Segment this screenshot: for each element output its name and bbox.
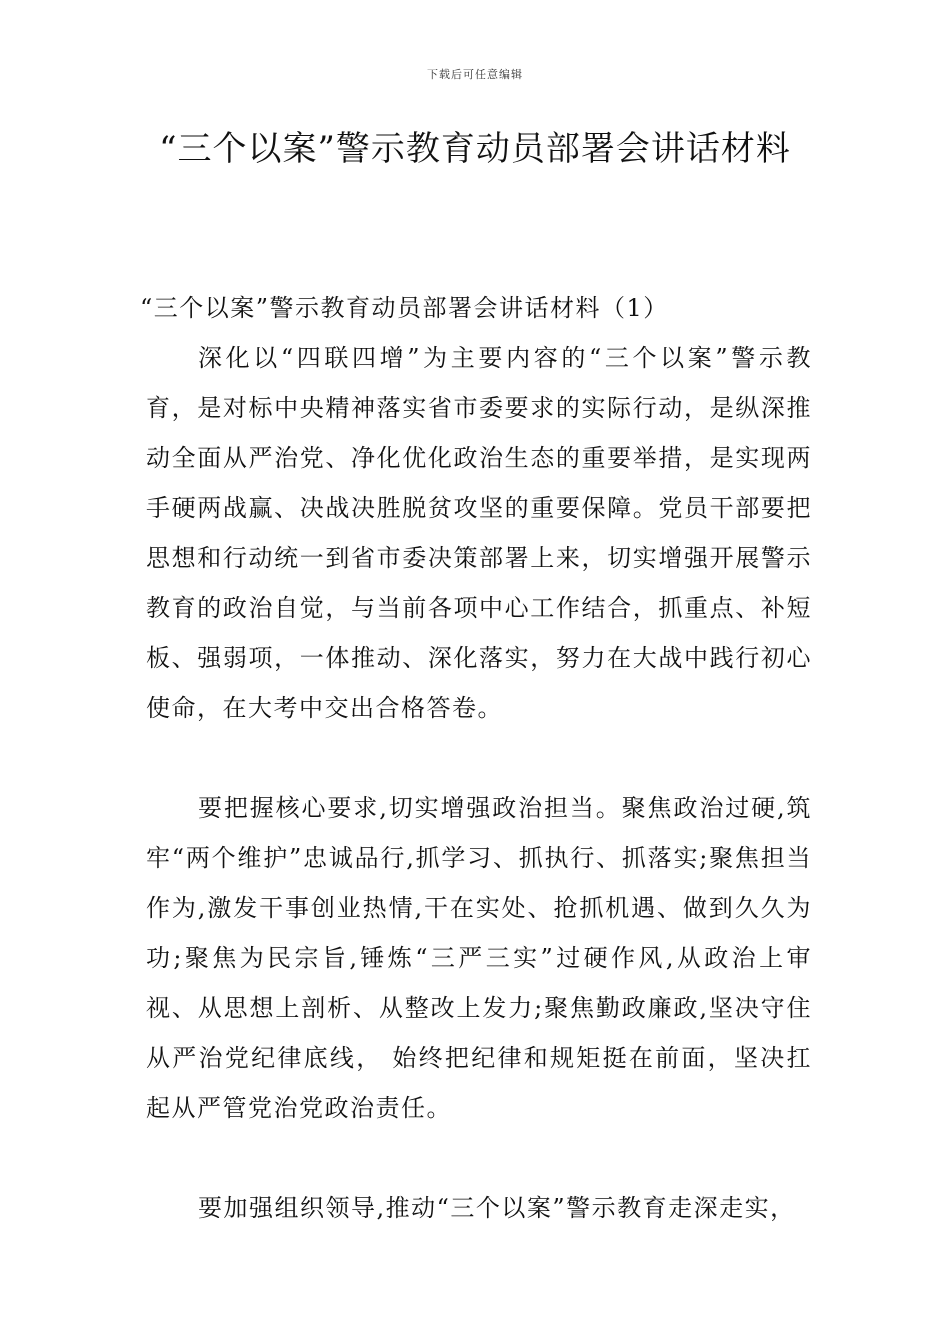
document-body bbox=[140, 283, 812, 1233]
paragraph-1: 深化以“四联四增”为主要内容的“三个以案”警示教育，是对标中央精神落实省市委要求的实际行动，是纵深推动全面从严治党、净化优化政治生态的重要举措，是实现两手硬两战赢、决战决胜脱贫攻坚的重要保障。党员干部要把思想和行动统一到省市委决策部署上来，切实增强开展警示教育的政治自觉，与当前各项中心工作结合，抓重点、补短板、强弱项，一体推动、深化落实，努力在大战中践行初心使命，在大考中交出合格答卷。 bbox=[146, 344, 812, 722]
paragraph-gap bbox=[146, 733, 812, 783]
document-title: “三个以案”警示教育动员部署会讲话材料 bbox=[159, 129, 791, 169]
header-note: 下载后可任意编辑 bbox=[427, 68, 523, 81]
paragraph-2: 要把握核心要求,切实增强政治担当。聚焦政治过硬,筑牢“两个维护”忠诚品行,抓学习、抓执行、抓落实;聚焦担当作为,激发干事创业热情,干在实处、抢抓机遇、做到久久为功;聚焦为民宗旨,锤炼“三严三实”过硬作风,从政治上审视、从思想上剖析、从整改上发力;聚焦勤政廉政,坚决守住从严治党纪律底线， 始终把纪律和规矩挺在前面，坚决扛起从严管党治党政治责任。 bbox=[146, 794, 812, 1122]
section-subtitle: “三个以案”警示教育动员部署会讲话材料（1） bbox=[140, 294, 669, 322]
paragraph-gap bbox=[146, 1133, 812, 1183]
paragraph-3: 要加强组织领导,推动“三个以案”警示教育走深走实， bbox=[198, 1194, 796, 1222]
